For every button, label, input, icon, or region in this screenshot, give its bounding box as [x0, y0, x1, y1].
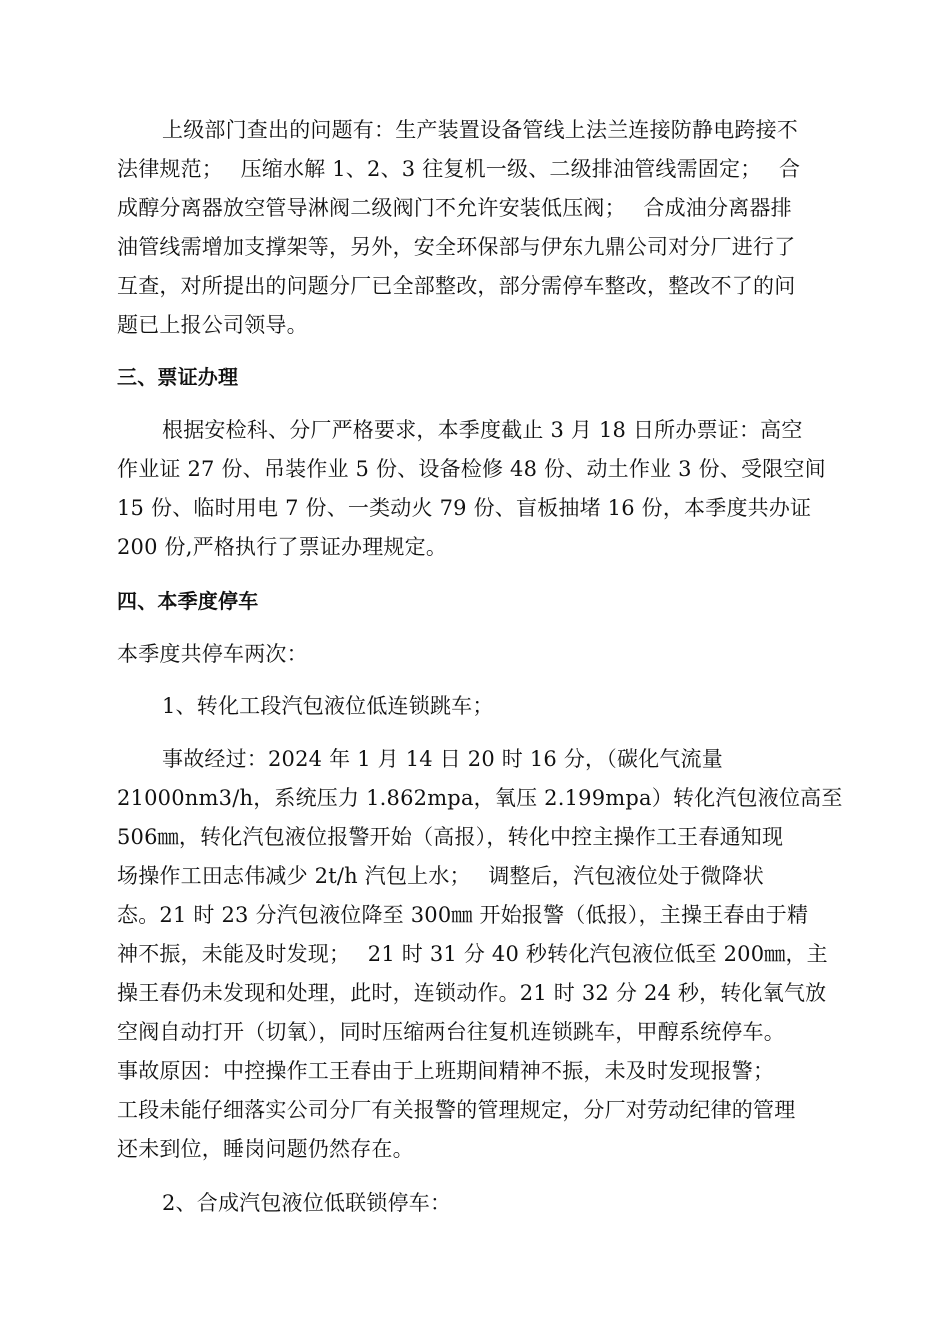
- section3-line-2: 作业证 27 份、吊装作业 5 份、设备检修 48 份、动土作业 3 份、受限空间: [117, 457, 826, 481]
- section2-line-3: 成醇分离器放空管导淋阀二级阀门不允许安装低压阀； 合成油分离器排: [117, 196, 792, 220]
- section3-line-1: 根据安检科、分厂严格要求，本季度截止 3 月 18 日所办票证：高空: [162, 418, 803, 442]
- item1-line-1: 事故经过：2024 年 1 月 14 日 20 时 16 分，（碳化气流量: [162, 747, 723, 771]
- item1-line-3: 506㎜，转化汽包液位报警开始（高报），转化中控主操作工王春通知现: [117, 825, 784, 849]
- item1-line-9: 事故原因：中控操作工王春由于上班期间精神不振，未及时发现报警；: [117, 1059, 775, 1083]
- section2-line-2: 法律规范； 压缩水解 1、2、3 往复机一级、二级排油管线需固定； 合: [117, 157, 801, 181]
- item1-line-11: 还未到位，睡岗问题仍然存在。: [117, 1137, 414, 1161]
- item1-line-6: 神不振，未能及时发现； 21 时 31 分 40 秒转化汽包液位低至 200㎜，主: [117, 942, 828, 966]
- item1-line-4: 场操作工田志伟减少 2t/h 汽包上水； 调整后，汽包液位处于微降状: [117, 864, 764, 888]
- item1-title: 1、转化工段汽包液位低连锁跳车；: [162, 694, 494, 718]
- item1-line-2: 21000nm3/h，系统压力 1.862mpa，氧压 2.199mpa）转化汽包液位高至: [117, 786, 843, 810]
- section2-line-1: 上级部门查出的问题有：生产装置设备管线上法兰连接防静电跨接不: [162, 118, 798, 142]
- section4-intro: 本季度共停车两次：: [117, 642, 308, 666]
- section2-line-4: 油管线需增加支撑架等，另外，安全环保部与伊东九鼎公司对分厂进行了: [117, 235, 796, 259]
- section3-line-4: 200 份,严格执行了票证办理规定。: [117, 535, 448, 559]
- section2-line-6: 题已上报公司领导。: [117, 313, 308, 337]
- section4-heading: 四、本季度停车: [117, 589, 259, 613]
- item1-line-7: 操王春仍未发现和处理，此时，连锁动作。21 时 32 分 24 秒，转化氧气放: [117, 981, 827, 1005]
- item2-title: 2、合成汽包液位低联锁停车：: [162, 1191, 452, 1215]
- section3-heading: 三、票证办理: [117, 365, 239, 389]
- section2-line-5: 互查，对所提出的问题分厂已全部整改，部分需停车整改，整改不了的问: [117, 274, 796, 298]
- item1-line-5: 态。21 时 23 分汽包液位降至 300㎜ 开始报警（低报），主操王春由于精: [117, 903, 809, 927]
- item1-line-8: 空阀自动打开（切氧），同时压缩两台往复机连锁跳车，甲醇系统停车。: [117, 1020, 785, 1044]
- item1-line-10: 工段未能仔细落实公司分厂有关报警的管理规定，分厂对劳动纪律的管理: [117, 1098, 796, 1122]
- section3-line-3: 15 份、临时用电 7 份、一类动火 79 份、盲板抽堵 16 份，本季度共办证: [117, 496, 812, 520]
